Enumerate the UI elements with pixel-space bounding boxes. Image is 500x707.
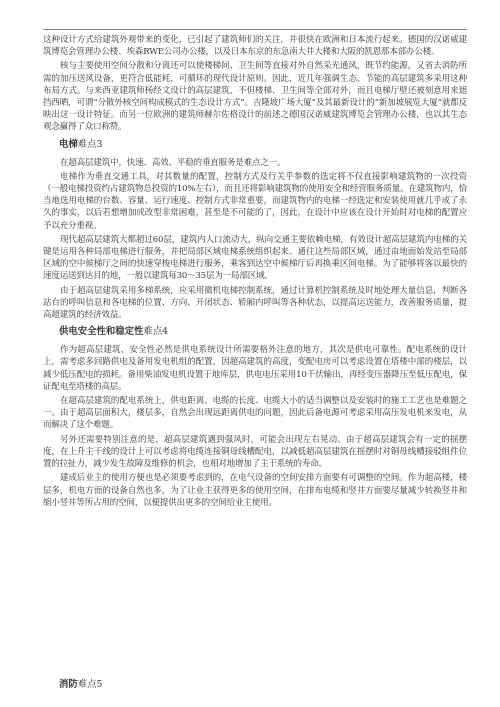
header-rule xyxy=(43,29,467,30)
paragraph: 作为超高层建筑，安全性必然是供电系统设计所需要格外注意的地方，其次是供电可靠性。配电系统的设计上，需考虑多回路供电及备用发电机组的配置，因超高建筑的高度，变配电房可以考虑设置在塔楼中部的楼层，以减少低压配电的损耗。备用柴油发电机设置于地库层，供电电压采用10千伏输出，再经变压器降压至低压配电，保证配电至塔楼的高层。 xyxy=(43,345,467,392)
section-heading-5 xyxy=(59,678,102,691)
section-number: 难点4 xyxy=(143,326,169,338)
section-title: 消防 xyxy=(59,679,78,690)
section-title: 供电安全性和稳定性 xyxy=(59,326,144,338)
paragraph: 另外还需要特别注意的是，超高层建筑遇到强风时，可能会出现左右晃动。由于超高层建筑会有一定的摇摆度，在上升主干线的设计上可以考虑将电缆连接铜母线槽配电，以减低超高层建筑在摇摆时对铜母线槽接驳组件位置的拉扯力，减少发生故障及维修的机会，也相对地增加了主干系统的寿命。 xyxy=(43,434,467,470)
paragraph: 在超高层建筑的配电系统上，供电距离、电缆的长度、电缆大小的适当调整以及安装时的施工工艺也是难题之一。由于超高层面积大，楼层多，自然会出现远距离供电的问题，因此后备电源可考虑采用高压发电机来发电，从而解决了这个难题。 xyxy=(43,396,467,431)
paragraph: 现代超高层建筑大都超过60层，建筑内人口流动大，纵向交通主要依赖电梯，有效设计超高层建筑内电梯的关键是运用各种局部电梯进行服务，并把局部区域电梯系统组织起来。通往这些局部区域，通过由地面始发站至局部区域的空中候梯厅之间的快速穿梭电梯进行服务，乘客到达空中候梯厅后再换乘区间电梯。为了能够将客以最快的速度运送到达目的地，一般以建筑每30～35层为一局部区域。 xyxy=(43,234,467,282)
section-number: 难点3 xyxy=(77,138,103,150)
paragraph: 核与主要使用空间分散和分离还可以使楼梯间、卫生间等直接对外自然采光通风，既节约能源，又省去消防所需的加压送风设备，更符合低能耗，可循环的现代设计原则。因此，近几年强调生态、节能的高层建筑多采用这种布局方式。与来西亚建筑师杨经文设计的高层建筑，不但楼梯、卫生间等全部对外，而且电梯厅壁还被刻意用来遮挡西晒，可谓“分散外核空间构成模式的生态设计方式”。吉隆坡广场大厦”及其最新设计的“新加坡展览大厦”就都反映出这一设计特征。而另一位欧洲的建筑师赫尔佐格设计的前述之德国汉诺威建筑博览会管理办公楼，也以其生态观念赢得了众口称赞。 xyxy=(43,61,467,133)
section-title: 电梯 xyxy=(59,138,78,150)
paragraph: 在超高层建筑中，快速、高效、平稳的垂直服务是难点之一。 xyxy=(60,157,286,168)
section-number: 难点5 xyxy=(77,679,103,690)
document-body xyxy=(43,34,467,690)
section-heading-4 xyxy=(43,325,467,338)
paragraph: 电梯作为垂直交通工具，对其数量的配置，控制方式及行关乎参数的选定将不仅直接影响建筑物的一次投资（一般电梯投资约占建筑物总投资的10%左右），而且还将影响建筑物的使用安全和经营服务质量。在建筑物内，恰当地选用电梯的台数、容量、运行速度、控制方式非常重要，而建筑物内的电梯一经选定和安装使用就几乎成了永久的事实，以后若想增加或改型非常困难，甚至是不可能的了，因此，在设计中应该在设计开始时对电梯的配置应予以充分重视。 xyxy=(43,171,467,231)
section-heading-3 xyxy=(43,138,467,151)
paragraph: 建成后业主的使用方便也是必须要考虑到的，在电气设备的空间安排方面要有可调整的空间。作为超高楼，楼层多，机电方面的设备自然也多，为了让业主获得更多的使用空间，在排布电缆和竖井方面要尽量减少转换竖井和缩小竖井等所占用的空间，以便提供出更多的空间给业主使用。 xyxy=(43,473,467,508)
paragraph: 这种设计方式给建筑外观带来的变化，已引起了建筑师们的关注，并很快在欧洲和日本流行起来。德国的汉诺威建筑博览会管理办公楼、埃森RWE公司办公楼，以及日本东京的东急南大井大楼和大阪的凯恩那本部办公楼。 xyxy=(43,35,467,58)
paragraph: 由于超高层建筑采用多梯系统，应采用微机电梯控制系统，通过计算机控制系统及时地处理大量信息，判断各站台的呼叫信息和各电梯的位置、方向、开闭状态、轿厢内呼叫等各种状态，以提高运送能力，改善服务质量，提高超建筑的经济效益。 xyxy=(43,285,467,321)
